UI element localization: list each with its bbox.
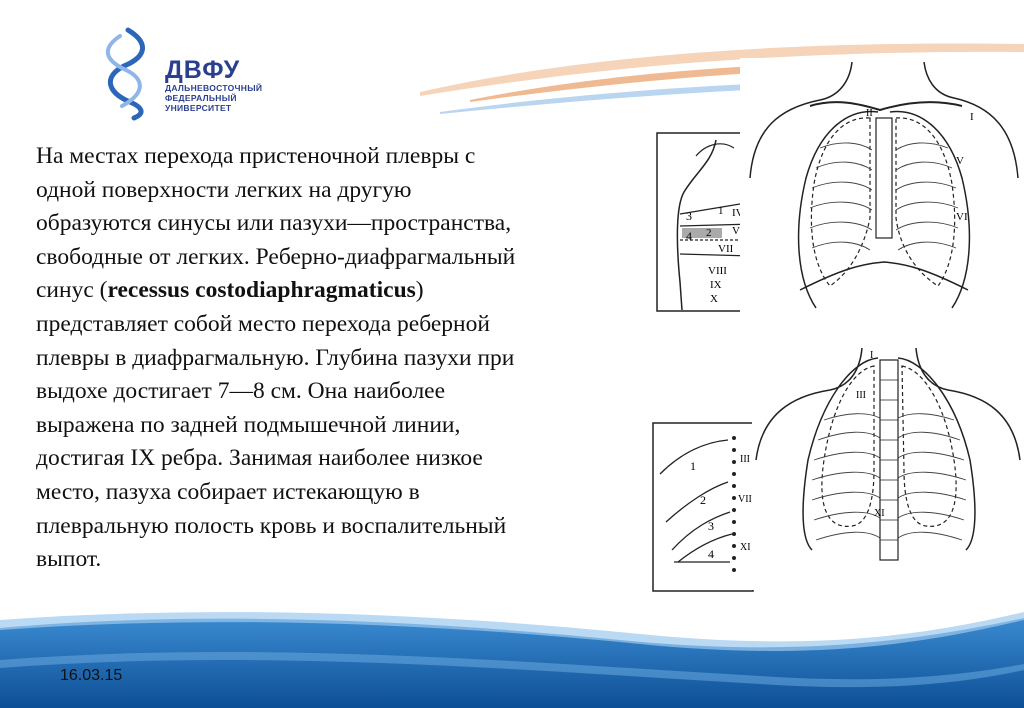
body-line: образуются синусы или пазухи—пространства, [36, 210, 512, 237]
slide-body-text [36, 140, 636, 577]
posterior-detail-diagram [652, 422, 754, 592]
body-line-part: ) [415, 277, 424, 304]
front-label: VI [956, 211, 968, 223]
logo-subtitle-2: ФЕДЕРАЛЬНЫЙ [165, 93, 237, 103]
body-line: место, пазуха собирает истекающую в [36, 478, 420, 505]
logo-subtitle-3: УНИВЕРСИТЕТ [165, 103, 232, 113]
posterior-thorax-diagram [752, 340, 1024, 590]
latin-term: recessus costodiaphragmaticus [107, 277, 416, 304]
detail-label: III [740, 454, 750, 465]
side-label: VII [718, 243, 734, 255]
detail-label: 1 [690, 459, 696, 473]
front-label: II [866, 108, 873, 119]
back-label: I [870, 350, 874, 361]
university-logo [165, 58, 262, 113]
side-label: 3 [686, 209, 692, 223]
front-label: V [956, 155, 964, 167]
logo-subtitle-1: ДАЛЬНЕВОСТОЧНЫЙ [165, 83, 263, 93]
body-line: выпот. [36, 546, 102, 573]
body-line: выдохе достигает 7—8 см. Она наиболее [36, 378, 446, 405]
back-label: III [856, 390, 866, 401]
front-label: I [970, 111, 974, 123]
logo-title: ДВФУ [165, 56, 241, 84]
body-line: представляет собой место перехода реберной [36, 310, 490, 337]
detail-label: 3 [708, 519, 714, 533]
side-label: 4 [686, 229, 692, 243]
body-line: плевры в диафрагмальную. Глубина пазухи при [36, 344, 515, 371]
body-line: достигая IX ребра. Занимая наиболее низкое [36, 445, 483, 472]
detail-label: XI [740, 542, 751, 553]
body-line: На местах перехода пристеночной плевры с [36, 143, 476, 169]
bottom-wave-decoration [0, 600, 1024, 708]
body-line: плевральную полость кровь и воспалительный [36, 512, 507, 539]
back-label: XI [874, 508, 885, 519]
body-line: свободные от легких. Реберно-диафрагмальный [36, 243, 516, 270]
detail-label: 4 [708, 547, 714, 561]
detail-label: VII [738, 494, 752, 505]
body-line: выражена по задней подмышечной линии, [36, 411, 461, 438]
side-label: VI [752, 239, 764, 251]
body-line-part: синус ( [36, 277, 108, 304]
body-line: одной поверхности легких на другую [36, 176, 412, 203]
side-label: IV [732, 207, 744, 219]
slide-date: 16.03.15 [60, 667, 123, 684]
side-label: VIII [708, 265, 727, 277]
side-label: X [710, 293, 718, 305]
side-label: IX [710, 279, 722, 291]
side-label: 1 [718, 205, 724, 217]
side-label: 2 [706, 227, 712, 239]
body-line [36, 277, 424, 303]
detail-label: 2 [700, 493, 706, 507]
anterior-thorax-diagram [740, 58, 1024, 338]
side-label: V [732, 225, 740, 237]
